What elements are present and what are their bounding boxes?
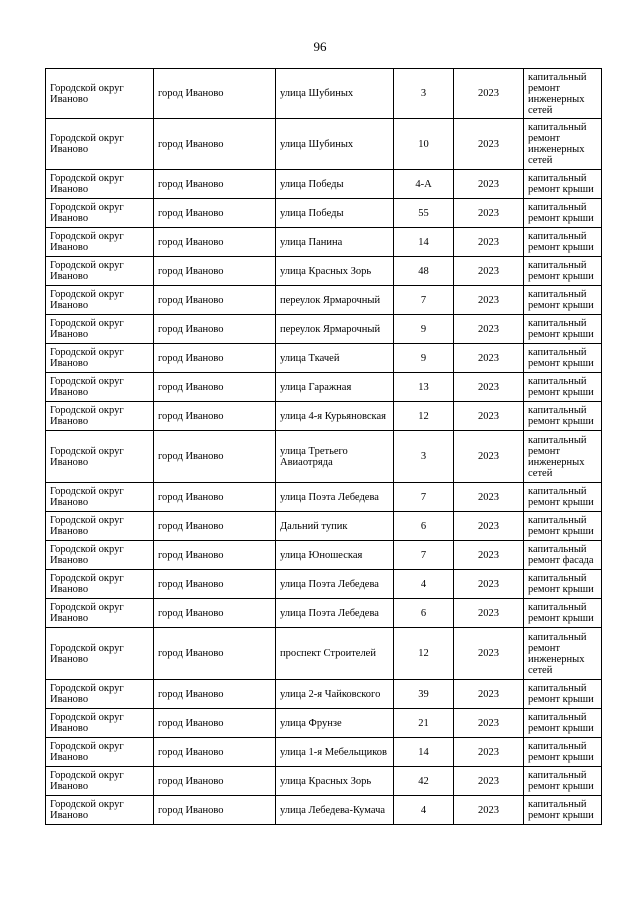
work-type-cell: капитальный ремонт инженерных сетей: [524, 628, 602, 680]
street-cell: улица Поэта Лебедева: [276, 483, 394, 512]
year-cell: 2023: [454, 315, 524, 344]
city-cell: город Иваново: [154, 709, 276, 738]
work-type-cell: капитальный ремонт крыши: [524, 599, 602, 628]
table-row: [46, 228, 602, 257]
year-cell: 2023: [454, 709, 524, 738]
city-cell: город Иваново: [154, 170, 276, 199]
district-cell: Городской округ Иваново: [46, 69, 154, 119]
table-row: [46, 767, 602, 796]
house-number-cell: 21: [394, 709, 454, 738]
street-cell: улица Лебедева-Кумача: [276, 796, 394, 825]
district-cell: Городской округ Иваново: [46, 570, 154, 599]
house-number-cell: 13: [394, 373, 454, 402]
year-cell: 2023: [454, 628, 524, 680]
city-cell: город Иваново: [154, 402, 276, 431]
work-type-cell: капитальный ремонт крыши: [524, 709, 602, 738]
house-number-cell: 12: [394, 402, 454, 431]
work-type-cell: капитальный ремонт инженерных сетей: [524, 69, 602, 119]
year-cell: 2023: [454, 286, 524, 315]
house-number-cell: 9: [394, 315, 454, 344]
city-cell: город Иваново: [154, 286, 276, 315]
city-cell: город Иваново: [154, 228, 276, 257]
table-row: [46, 199, 602, 228]
district-cell: Городской округ Иваново: [46, 402, 154, 431]
district-cell: Городской округ Иваново: [46, 315, 154, 344]
house-number-cell: 7: [394, 541, 454, 570]
street-cell: улица Третьего Авиаотряда: [276, 431, 394, 483]
work-type-cell: капитальный ремонт крыши: [524, 228, 602, 257]
year-cell: 2023: [454, 541, 524, 570]
year-cell: 2023: [454, 228, 524, 257]
year-cell: 2023: [454, 431, 524, 483]
city-cell: город Иваново: [154, 199, 276, 228]
house-number-cell: 7: [394, 286, 454, 315]
table-row: [46, 315, 602, 344]
work-type-cell: капитальный ремонт крыши: [524, 738, 602, 767]
work-type-cell: капитальный ремонт крыши: [524, 402, 602, 431]
work-type-cell: капитальный ремонт крыши: [524, 170, 602, 199]
district-cell: Городской округ Иваново: [46, 373, 154, 402]
street-cell: улица Фрунзе: [276, 709, 394, 738]
work-type-cell: капитальный ремонт крыши: [524, 373, 602, 402]
street-cell: улица 4-я Курьяновская: [276, 402, 394, 431]
work-type-cell: капитальный ремонт фасада: [524, 541, 602, 570]
year-cell: 2023: [454, 570, 524, 599]
city-cell: город Иваново: [154, 483, 276, 512]
city-cell: город Иваново: [154, 257, 276, 286]
work-type-cell: капитальный ремонт крыши: [524, 483, 602, 512]
city-cell: город Иваново: [154, 344, 276, 373]
district-cell: Городской округ Иваново: [46, 170, 154, 199]
city-cell: город Иваново: [154, 570, 276, 599]
table-row: [46, 286, 602, 315]
work-type-cell: капитальный ремонт крыши: [524, 767, 602, 796]
district-cell: Городской округ Иваново: [46, 709, 154, 738]
table-body: [46, 69, 602, 825]
table-row: [46, 570, 602, 599]
district-cell: Городской округ Иваново: [46, 119, 154, 170]
house-number-cell: 42: [394, 767, 454, 796]
city-cell: город Иваново: [154, 738, 276, 767]
district-cell: Городской округ Иваново: [46, 680, 154, 709]
house-number-cell: 10: [394, 119, 454, 170]
district-cell: Городской округ Иваново: [46, 599, 154, 628]
page-number: 96: [313, 39, 327, 54]
house-number-cell: 3: [394, 431, 454, 483]
work-type-cell: капитальный ремонт крыши: [524, 257, 602, 286]
city-cell: город Иваново: [154, 599, 276, 628]
year-cell: 2023: [454, 796, 524, 825]
year-cell: 2023: [454, 738, 524, 767]
house-number-cell: 48: [394, 257, 454, 286]
table-row: [46, 483, 602, 512]
city-cell: город Иваново: [154, 431, 276, 483]
year-cell: 2023: [454, 69, 524, 119]
house-number-cell: 9: [394, 344, 454, 373]
street-cell: переулок Ярмарочный: [276, 286, 394, 315]
district-cell: Городской округ Иваново: [46, 796, 154, 825]
district-cell: Городской округ Иваново: [46, 628, 154, 680]
house-number-cell: 14: [394, 228, 454, 257]
city-cell: город Иваново: [154, 373, 276, 402]
house-number-cell: 4: [394, 796, 454, 825]
street-cell: улица Поэта Лебедева: [276, 570, 394, 599]
house-number-cell: 4: [394, 570, 454, 599]
work-type-cell: капитальный ремонт крыши: [524, 680, 602, 709]
table-row: [46, 69, 602, 119]
city-cell: город Иваново: [154, 512, 276, 541]
year-cell: 2023: [454, 344, 524, 373]
district-cell: Городской округ Иваново: [46, 512, 154, 541]
city-cell: город Иваново: [154, 796, 276, 825]
table-row: [46, 170, 602, 199]
district-cell: Городской округ Иваново: [46, 738, 154, 767]
street-cell: улица 2-я Чайковского: [276, 680, 394, 709]
district-cell: Городской округ Иваново: [46, 483, 154, 512]
district-cell: Городской округ Иваново: [46, 767, 154, 796]
street-cell: улица Шубиных: [276, 119, 394, 170]
street-cell: улица 1-я Мебельщиков: [276, 738, 394, 767]
table-row: [46, 709, 602, 738]
year-cell: 2023: [454, 483, 524, 512]
house-number-cell: 55: [394, 199, 454, 228]
work-type-cell: капитальный ремонт крыши: [524, 796, 602, 825]
street-cell: Дальний тупик: [276, 512, 394, 541]
table-row: [46, 512, 602, 541]
work-type-cell: капитальный ремонт крыши: [524, 199, 602, 228]
year-cell: 2023: [454, 402, 524, 431]
street-cell: улица Победы: [276, 170, 394, 199]
street-cell: улица Поэта Лебедева: [276, 599, 394, 628]
year-cell: 2023: [454, 512, 524, 541]
district-cell: Городской округ Иваново: [46, 286, 154, 315]
street-cell: улица Победы: [276, 199, 394, 228]
district-cell: Городской округ Иваново: [46, 228, 154, 257]
year-cell: 2023: [454, 199, 524, 228]
work-type-cell: капитальный ремонт крыши: [524, 512, 602, 541]
house-number-cell: 12: [394, 628, 454, 680]
table-row: [46, 373, 602, 402]
city-cell: город Иваново: [154, 119, 276, 170]
street-cell: улица Юношеская: [276, 541, 394, 570]
table-row: [46, 599, 602, 628]
city-cell: город Иваново: [154, 315, 276, 344]
table-row: [46, 680, 602, 709]
table-row: [46, 541, 602, 570]
district-cell: Городской округ Иваново: [46, 431, 154, 483]
table-row: [46, 402, 602, 431]
city-cell: город Иваново: [154, 69, 276, 119]
house-number-cell: 14: [394, 738, 454, 767]
year-cell: 2023: [454, 680, 524, 709]
table-row: [46, 738, 602, 767]
district-cell: Городской округ Иваново: [46, 344, 154, 373]
year-cell: 2023: [454, 257, 524, 286]
table-row: [46, 431, 602, 483]
street-cell: улица Красных Зорь: [276, 257, 394, 286]
table-row: [46, 796, 602, 825]
street-cell: улица Гаражная: [276, 373, 394, 402]
city-cell: город Иваново: [154, 767, 276, 796]
year-cell: 2023: [454, 119, 524, 170]
city-cell: город Иваново: [154, 628, 276, 680]
table-row: [46, 257, 602, 286]
house-number-cell: 6: [394, 599, 454, 628]
year-cell: 2023: [454, 170, 524, 199]
city-cell: город Иваново: [154, 680, 276, 709]
house-number-cell: 7: [394, 483, 454, 512]
work-type-cell: капитальный ремонт крыши: [524, 344, 602, 373]
street-cell: улица Панина: [276, 228, 394, 257]
street-cell: улица Красных Зорь: [276, 767, 394, 796]
house-number-cell: 3: [394, 69, 454, 119]
table-row: [46, 344, 602, 373]
district-cell: Городской округ Иваново: [46, 199, 154, 228]
house-number-cell: 39: [394, 680, 454, 709]
house-number-cell: 4-А: [394, 170, 454, 199]
year-cell: 2023: [454, 767, 524, 796]
house-number-cell: 6: [394, 512, 454, 541]
table-row: [46, 628, 602, 680]
capital-repair-table: [45, 68, 602, 825]
street-cell: переулок Ярмарочный: [276, 315, 394, 344]
district-cell: Городской округ Иваново: [46, 257, 154, 286]
work-type-cell: капитальный ремонт крыши: [524, 315, 602, 344]
district-cell: Городской округ Иваново: [46, 541, 154, 570]
work-type-cell: капитальный ремонт инженерных сетей: [524, 431, 602, 483]
work-type-cell: капитальный ремонт инженерных сетей: [524, 119, 602, 170]
street-cell: улица Шубиных: [276, 69, 394, 119]
year-cell: 2023: [454, 599, 524, 628]
work-type-cell: капитальный ремонт крыши: [524, 570, 602, 599]
table-row: [46, 119, 602, 170]
street-cell: улица Ткачей: [276, 344, 394, 373]
year-cell: 2023: [454, 373, 524, 402]
work-type-cell: капитальный ремонт крыши: [524, 286, 602, 315]
city-cell: город Иваново: [154, 541, 276, 570]
street-cell: проспект Строителей: [276, 628, 394, 680]
